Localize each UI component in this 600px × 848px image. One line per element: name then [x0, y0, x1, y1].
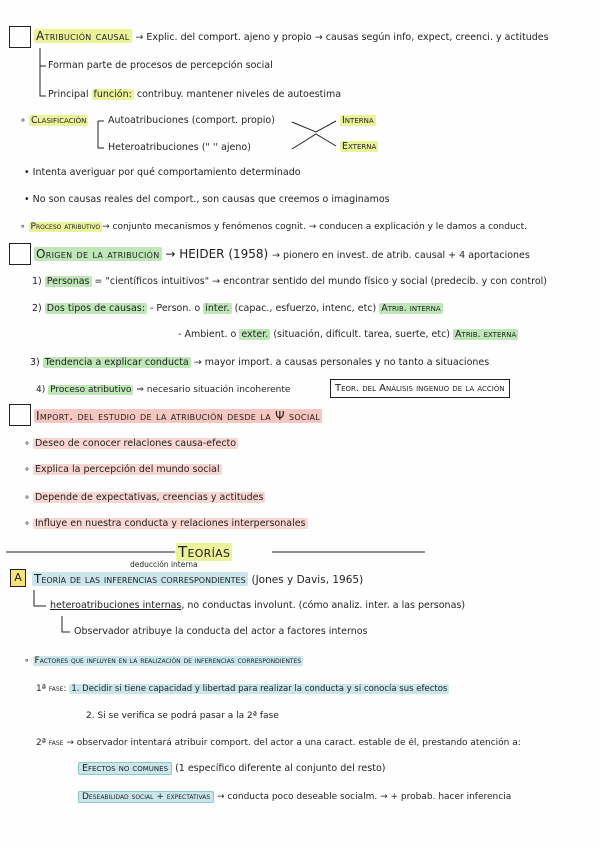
deseabilidad-box: Deseabilidad social + expectativas [78, 791, 214, 803]
import-item-text: Explica la percepción del mundo social [34, 464, 220, 475]
observador-line: Observador atribuye la conducta del actor a factores internos [74, 626, 368, 637]
bullet-icon: ∘ [24, 518, 30, 529]
point-number: 3) [30, 357, 40, 368]
hetero-line [50, 599, 465, 613]
bracket-line [98, 121, 104, 148]
bullet2-text: No son causas reales del comport., son causas que creemos o imaginamos [32, 194, 390, 205]
externa-label [340, 140, 378, 154]
bracket-line [40, 48, 46, 96]
point1-highlight: Personas [46, 276, 90, 287]
point2-b-text: - Ambient. o [178, 329, 237, 340]
import-item-3 [24, 491, 265, 505]
point2-highlight: Dos tipos de causas: [46, 303, 145, 314]
bullet-icon: ∘ [24, 464, 30, 475]
fase1 [36, 682, 449, 696]
point-number: 2) [32, 303, 42, 314]
bullet-icon: ∘ [20, 115, 26, 126]
proceso-highlight: Proceso atributivo [30, 222, 101, 232]
point2-b [178, 328, 518, 342]
checkbox[interactable] [9, 404, 31, 426]
heteroatribuciones: Heteroatribuciones (" '' ajeno) [108, 142, 251, 153]
bullet2 [24, 193, 390, 207]
point-number: 1) [32, 276, 42, 287]
section3-title: Import. del estudio de la atribución desde la Ψ social [36, 409, 321, 423]
fase1-item2: 2. Si se verifica se podrá pasar a la 2ª fase [86, 711, 279, 721]
heider: → HEIDER (1958) [165, 247, 269, 261]
heider-post: → pionero en invest. de atrib. causal + 4 aportaciones [272, 250, 530, 261]
proceso-post: → conjunto mecanismos y fenómenos cognit. → conducen a explicación y le damos a conduct. [102, 222, 527, 232]
point3 [30, 356, 489, 370]
point4 [36, 383, 290, 397]
branch-line [292, 121, 336, 132]
proceso-line [20, 220, 527, 234]
point2-a-highlight: inter. [205, 303, 230, 314]
deseabilidad-post: → conducta poco deseable socialm. → + probab. hacer inferencia [217, 792, 512, 802]
fase2 [36, 736, 521, 750]
bullet1-text: Intenta averiguar por qué comportamiento determinado [32, 167, 301, 178]
efectos-post: (1 específico diferente al conjunto del resto) [175, 763, 386, 774]
import-item-text: Influye en nuestra conducta y relaciones interpersonales [34, 518, 306, 529]
point-number: 4) [36, 385, 46, 395]
annotation: deducción interna [130, 560, 198, 569]
point4-post: ⇒ necesario situación incoherente [136, 385, 291, 395]
import-item-2 [24, 463, 222, 477]
section1-definition: → Explic. del comport. ajeno y propio → causas según info, expect, creenci. y actitudes [135, 32, 549, 43]
section1-sub1: Forman parte de procesos de percepción social [48, 60, 273, 71]
bullet-icon: • [24, 194, 30, 205]
bullet-icon: • [24, 167, 30, 178]
bullet1 [24, 166, 301, 180]
teorias-title: Teorías [178, 543, 231, 561]
interna-text: Interna [342, 115, 374, 126]
point2-b-post: (situación, dificult. tarea, suerte, etc) [273, 329, 451, 340]
autoatribuciones: Autoatribuciones (comport. propio) [108, 115, 275, 126]
section2-title: Origen de la atribución [36, 247, 160, 261]
import-item-1 [24, 437, 238, 451]
bracket-line [62, 616, 70, 632]
teoria-analisis-box: Teor. del Análisis ingenuo de la acción [330, 379, 510, 398]
section2-header [34, 246, 530, 264]
teoria-title: Teoría de las inferencias correspondientes [34, 572, 246, 586]
point2-a-post: (capac., esfuerzo, intenc, etc) [234, 303, 377, 314]
teorias-heading [176, 542, 232, 562]
import-item-text: Deseo de conocer relaciones causa-efecto [34, 438, 237, 449]
externa-text: Externa [342, 141, 377, 152]
section1-sub2 [48, 88, 341, 102]
bracket-line [34, 590, 46, 606]
point2-b-highlight: exter. [241, 329, 269, 340]
fase2-label: 2ª fase [36, 738, 64, 748]
checkbox[interactable] [9, 26, 31, 48]
deseabilidad-line [78, 790, 511, 804]
sub2-highlight: función: [93, 89, 132, 100]
fase1-item1: 1. Decidir si tiene capacidad y libertad para realizar la conducta y si conocía sus efectos [71, 684, 448, 694]
clasificacion-label: Clasificación [30, 115, 87, 126]
fase2-text: → observador intentará atribuir comport. del actor a una caract. estable de él, prestando atención a: [66, 738, 521, 748]
section3-header [34, 408, 322, 424]
efectos-line [78, 762, 385, 776]
point3-highlight: Tendencia a explicar conducta [44, 357, 189, 368]
sub2-pre: Principal [48, 89, 89, 100]
bullet-icon: ∘ [24, 656, 30, 666]
point2 [32, 302, 443, 316]
factores-line [24, 654, 303, 668]
teoria-authors: (Jones y Davis, 1965) [251, 574, 364, 586]
hetero-post: , no conductas involunt. (cómo analiz. inter. a las personas) [181, 600, 466, 611]
fase1-label: 1ª fase: [36, 684, 67, 694]
interna-label [340, 114, 376, 128]
a-label: A [10, 569, 26, 587]
atrib-interna-tag: Atrib. interna [381, 303, 441, 314]
teoria-header [32, 571, 363, 588]
hetero-underlined: heteroatribuciones internas [50, 600, 182, 611]
section1-title: Atribución causal [36, 29, 130, 43]
efectos-box: Efectos no comunes [78, 762, 172, 775]
bullet-icon: ∘ [20, 222, 26, 232]
atrib-externa-tag: Atrib. externa [455, 329, 517, 340]
bullet-icon: ∘ [24, 438, 30, 449]
point4-highlight: Proceso atributivo [50, 385, 132, 395]
import-item-text: Depende de expectativas, creencias y actitudes [34, 492, 264, 503]
branch-line [292, 134, 336, 149]
import-item-4 [24, 517, 308, 531]
point1 [32, 275, 547, 289]
point2-a: - Person. o [149, 303, 201, 314]
point3-post: → mayor import. a causas personales y no tanto a situaciones [193, 357, 490, 368]
sub2-post: contribuy. mantener niveles de autoestima [136, 89, 342, 100]
bullet-icon: ∘ [24, 492, 30, 503]
clasificacion [20, 114, 88, 128]
point1-post: = "científicos intuitivos" → encontrar sentido del mundo físico y social (predecib. y con control) [94, 276, 547, 287]
factores-text: Factores que influyen en la realización de inferencias correspondientes [34, 656, 302, 666]
section1-header [34, 28, 549, 46]
checkbox[interactable] [9, 243, 31, 265]
